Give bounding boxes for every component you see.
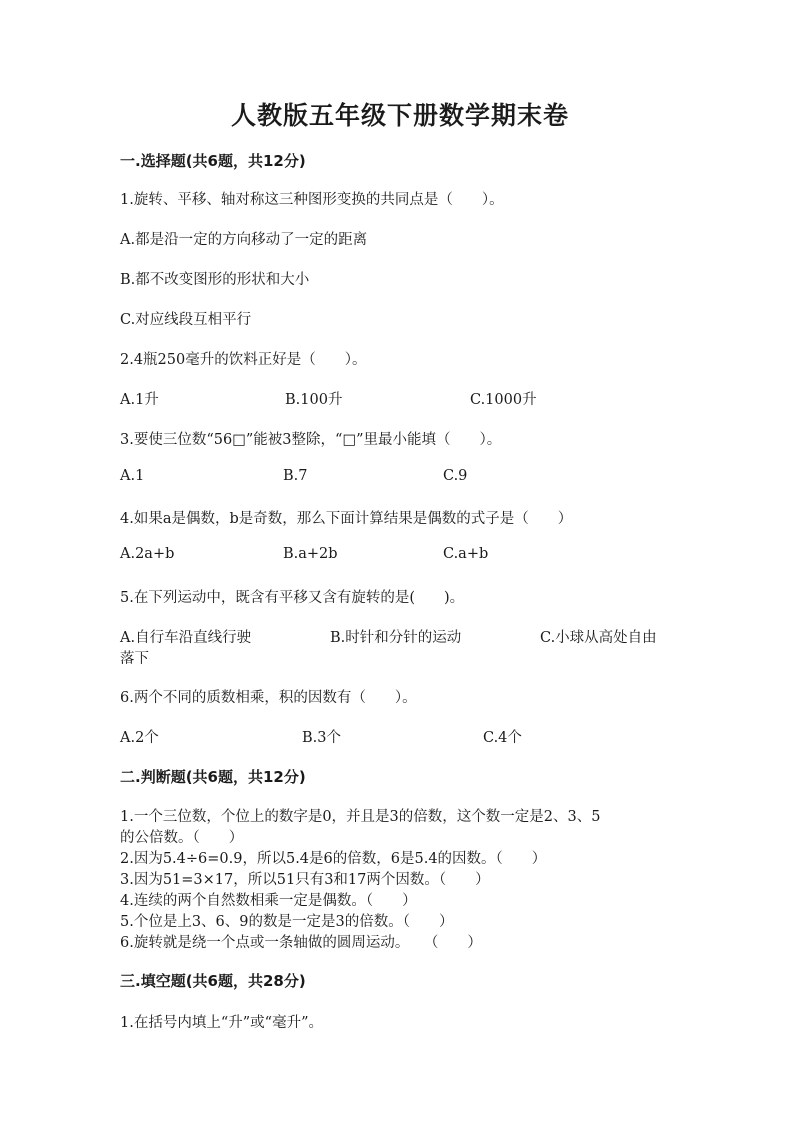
judge-item-3: 3.因为51=3×17，所以51只有3和17两个因数。（ ） [120, 872, 490, 888]
question-3-text: 3.要使三位数“56□”能被3整除，“□”里最小能填（ ）。 [120, 432, 502, 448]
fill-question-1-text: 1.在括号内填上“升”或“毫升”。 [120, 1015, 323, 1031]
question-5-option-a: A.自行车沿直线行驶 [120, 630, 252, 646]
judge-item-1: 1.一个三位数，个位上的数字是0，并且是3的倍数，这个数一定是2、3、5 [120, 809, 601, 825]
judge-item-6: 6.旋转就是绕一个点或一条轴做的圆周运动。 （ ） [120, 935, 482, 951]
question-2-option-c: C.1000升 [470, 392, 537, 408]
judge-item-4: 4.连续的两个自然数相乘一定是偶数。（ ） [120, 893, 417, 909]
exam-title: 人教版五年级下册数学期末卷 [230, 101, 569, 130]
question-4-option-c: C.a+b [443, 546, 489, 562]
question-2-option-a: A.1升 [120, 392, 159, 408]
question-3-option-a: A.1 [120, 468, 145, 484]
judge-item-5: 5.个位是上3、6、9的数是一定是3的倍数。（ ） [120, 914, 454, 930]
question-2-text: 2.4瓶250毫升的饮料正好是（ ）。 [120, 352, 367, 368]
section-heading-fill: 三.填空题(共6题，共28分) [120, 972, 306, 990]
question-1-text: 1.旋转、平移、轴对称这三种图形变换的共同点是（ ）。 [120, 192, 504, 208]
section-heading-judge: 二.判断题(共6题，共12分) [120, 768, 306, 786]
question-4-text: 4.如果a是偶数，b是奇数，那么下面计算结果是偶数的式子是（ ） [120, 511, 573, 527]
question-5-option-b: B.时针和分针的运动 [330, 630, 462, 646]
question-5-option-c-wrap: 落下 [120, 651, 149, 667]
question-3-option-b: B.7 [283, 468, 308, 484]
question-6-text: 6.两个不同的质数相乘，积的因数有（ ）。 [120, 690, 417, 706]
question-1-option-b: B.都不改变图形的形状和大小 [120, 272, 310, 288]
question-6-option-a: A.2个 [120, 730, 159, 746]
question-4-option-a: A.2a+b [120, 546, 175, 562]
question-2-option-b: B.100升 [285, 392, 343, 408]
section-heading-choice: 一.选择题(共6题，共12分) [120, 152, 306, 170]
question-1-option-c: C.对应线段互相平行 [120, 312, 252, 328]
question-5-option-c: C.小球从高处自由 [540, 630, 657, 646]
question-6-option-b: B.3个 [302, 730, 341, 746]
question-3-option-c: C.9 [443, 468, 468, 484]
question-4-option-b: B.a+2b [283, 546, 338, 562]
question-1-option-a: A.都是沿一定的方向移动了一定的距离 [120, 232, 368, 248]
judge-item-1-wrap: 的公倍数。（ ） [120, 830, 244, 846]
question-6-option-c: C.4个 [483, 730, 522, 746]
question-5-text: 5.在下列运动中，既含有平移又含有旋转的是( )。 [120, 590, 465, 606]
judge-item-2: 2.因为5.4÷6=0.9，所以5.4是6的倍数，6是5.4的因数。（ ） [120, 851, 547, 867]
